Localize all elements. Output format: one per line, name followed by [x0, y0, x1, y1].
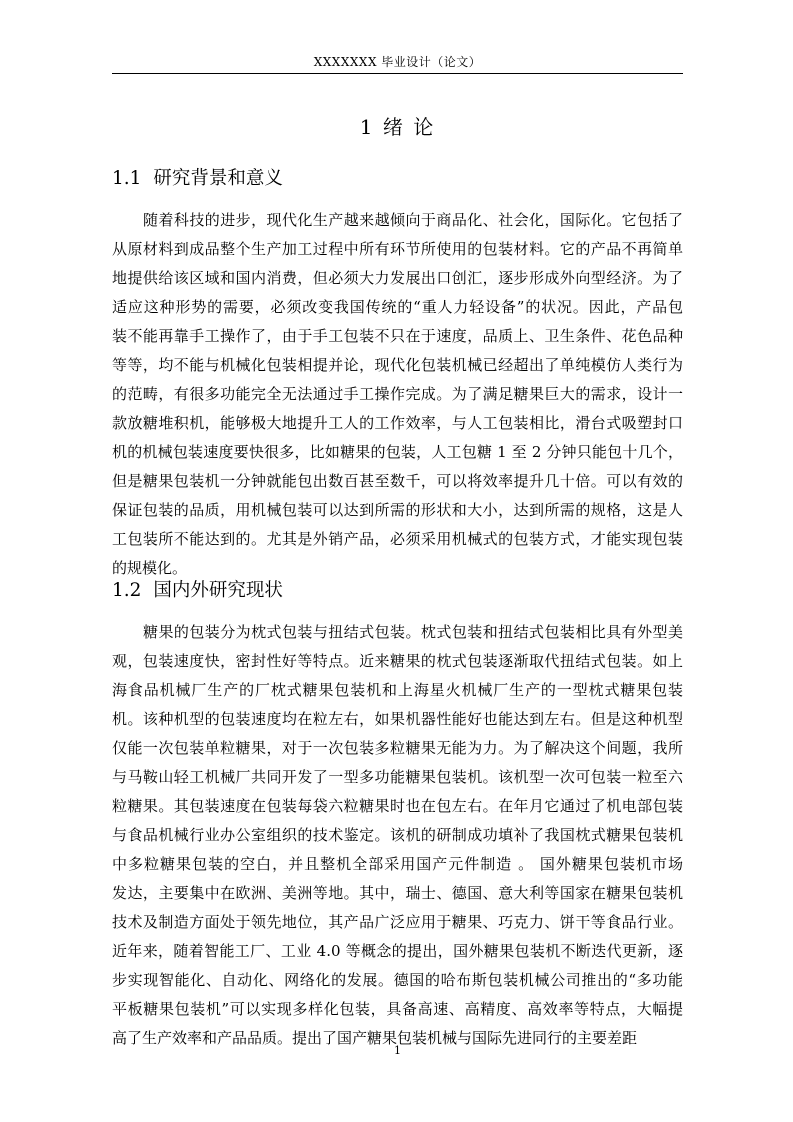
- paragraph-line: 仅能一次包装单粒糖果，对于一次包装多粒糖果无能为力。为了解决这个间题，我所: [112, 739, 683, 757]
- paragraph-line: 但是糖果包装机一分钟就能包出数百甚至数千，可以将效率提升几十倍。可以有效的: [112, 472, 683, 490]
- paragraph-line: 粒糖果。其包装速度在包装每袋六粒糖果时也在包左右。在年月它通过了机电部包装: [112, 797, 683, 815]
- paragraph-line: 与食品机械行业办公室组织的技术鉴定。该机的研制成功填补了我国枕式糖果包装机: [112, 826, 683, 844]
- paragraph-line: 的范畴，有很多功能完全无法通过手工操作完成。为了满足糖果巨大的需求，设计一: [112, 385, 683, 403]
- paragraph-line: 中多粒糖果包装的空白，并且整机全部采用国产元件制造 。 国外糖果包装机市场: [112, 855, 683, 873]
- paragraph-line: 随着科技的进步，现代化生产越来越倾向于商品化、社会化，国际化。它包括了: [143, 211, 683, 229]
- paragraph-line: 近年来，随着智能工厂、工业 4.0 等概念的提出，国外糖果包装机不断迭代更新，逐: [112, 942, 683, 960]
- paragraph-line: 技术及制造方面处于领先地位，其产品广泛应用于糖果、巧克力、饼干等食品行业。: [112, 913, 683, 931]
- paragraph-line: 观，包装速度快，密封性好等特点。近来糖果的枕式包装逐渐取代扭结式包装。如上: [112, 652, 683, 670]
- paragraph-research-status: [112, 618, 683, 1053]
- section-heading-1-1: [112, 167, 683, 191]
- paragraph-line: 糖果的包装分为枕式包装与扭结式包装。枕式包装和扭结式包装相比具有外型美: [143, 623, 683, 641]
- paragraph-line: 高了生产效率和产品品质。提出了国产糖果包装机械与国际先进同行的主要差距: [112, 1029, 638, 1047]
- running-header: XXXXXXX 毕业设计（论文）: [313, 55, 482, 69]
- paragraph-line: 保证包装的品质，用机械包装可以达到所需的形状和大小，达到所需的规格，这是人: [112, 501, 683, 519]
- paragraph-line: 适应这种形势的需要，必须改变我国传统的“重人力轻设备”的状况。因此，产品包: [112, 298, 683, 316]
- section-number: 1.1: [112, 168, 142, 189]
- paragraph-line: 等等，均不能与机械化包装相提并论，现代化包装机械已经超出了单纯模仿人类行为: [112, 356, 683, 374]
- paragraph-line: 平板糖果包装机”可以实现多样化包装，具备高速、高精度、高效率等特点，大幅提: [112, 1000, 683, 1018]
- paragraph-line: 机的机械包装速度要快很多，比如糖果的包装，人工包糖 1 至 2 分钟只能包十几个，: [112, 443, 683, 461]
- header-rule: [112, 73, 683, 74]
- paragraph-line: 发达，主要集中在欧洲、美洲等地。其中，瑞士、德国、意大利等国家在糖果包装机: [112, 884, 683, 902]
- paragraph-line: 装不能再靠手工操作了，由于手工包装不只在于速度，品质上、卫生条件、花色品种: [112, 327, 683, 345]
- paragraph-line: 从原材料到成品整个生产加工过程中所有环节所使用的包装材料。它的产品不再简单: [112, 240, 683, 258]
- chapter-title: 1 绪 论: [359, 115, 436, 139]
- paragraph-line: 步实现智能化、自动化、网络化的发展。德国的哈布斯包装机械公司推出的“多功能: [112, 971, 683, 989]
- paragraph-line: 的规模化。: [112, 559, 188, 577]
- section-title: 研究背景和意义: [153, 168, 283, 189]
- paragraph-line: 地提供给该区域和国内消费，但必须大力发展出口创汇，逐步形成外向型经济。为了: [112, 269, 683, 287]
- paragraph-research-background: [112, 206, 683, 583]
- section-number: 1.2: [112, 580, 142, 601]
- paragraph-line: 款放糖堆积机，能够极大地提升工人的工作效率，与人工包装相比，滑台式吸塑封口: [112, 414, 683, 432]
- section-heading-1-2: [112, 579, 683, 603]
- section-title: 国内外研究现状: [153, 580, 283, 601]
- paragraph-line: 与马鞍山轻工机械厂共同开发了一型多功能糖果包装机。该机型一次可包装一粒至六: [112, 768, 683, 786]
- paragraph-line: 海食品机械厂生产的厂枕式糖果包装机和上海星火机械厂生产的一型枕式糖果包装: [112, 681, 683, 699]
- page-number: 1: [394, 1044, 401, 1057]
- paragraph-line: 工包装所不能达到的。尤其是外销产品，必须采用机械式的包装方式，才能实现包装: [112, 530, 683, 548]
- paragraph-line: 机。该种机型的包装速度均在粒左右，如果机器性能好也能达到左右。但是这种机型: [112, 710, 683, 728]
